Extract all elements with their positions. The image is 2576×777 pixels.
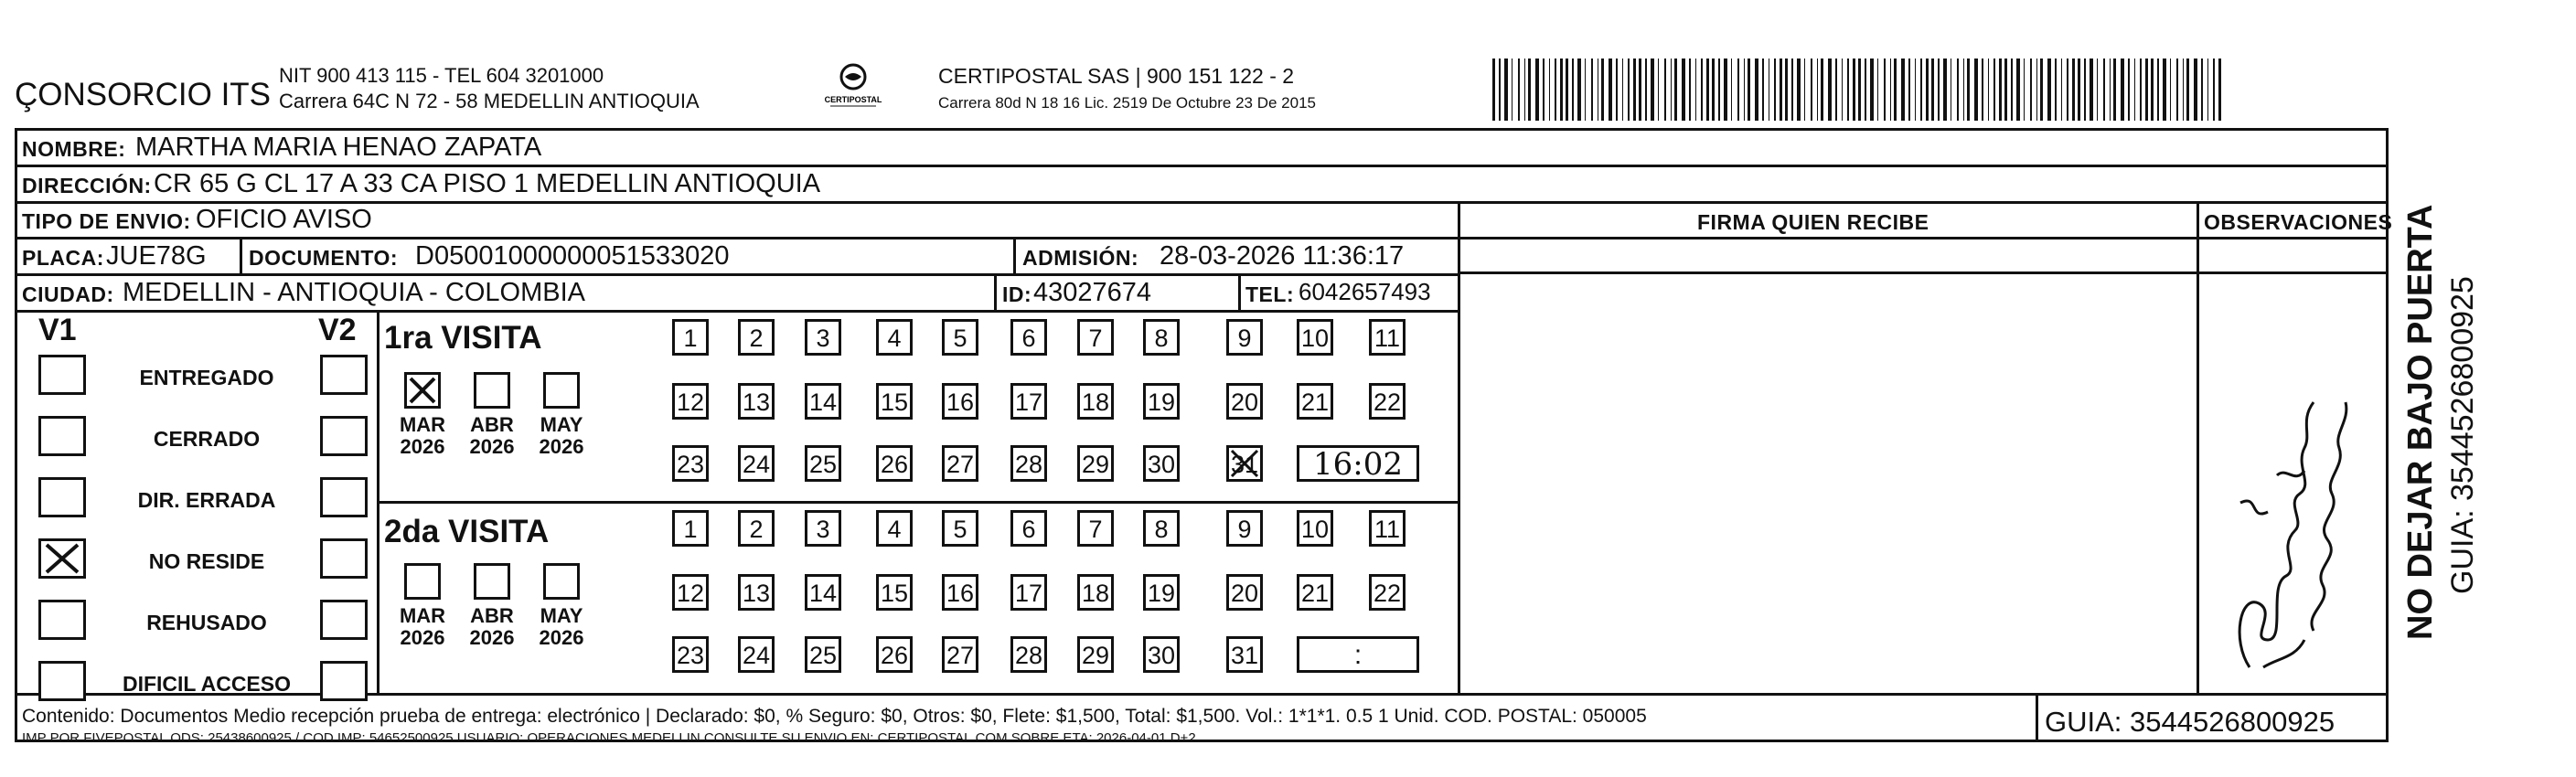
visit2-day-cell[interactable]: 24: [738, 636, 775, 673]
visit1-year-label: 2026: [400, 435, 445, 459]
visit1-day-cell[interactable]: 29: [1077, 445, 1114, 482]
visit1-month-label: MAR: [399, 413, 446, 436]
visit2-day-cell[interactable]: 1: [672, 510, 709, 547]
visit1-day-cell[interactable]: 19: [1143, 383, 1180, 420]
status-label: NO RESIDE: [148, 549, 265, 573]
visit2-day-cell[interactable]: 28: [1010, 636, 1047, 673]
visit2-month-label: ABR: [470, 604, 514, 627]
status-label: CERRADO: [153, 427, 261, 451]
id-label: ID:: [1002, 282, 1032, 306]
visit1-day-cell[interactable]: 7: [1077, 319, 1114, 356]
visit1-day-cell[interactable]: 25: [805, 445, 841, 482]
firma-label: FIRMA QUIEN RECIBE: [1697, 210, 1929, 234]
v2-checkbox[interactable]: [320, 355, 368, 395]
visit2-day-cell[interactable]: 29: [1077, 636, 1114, 673]
visit1-day-cell[interactable]: 10: [1297, 319, 1333, 356]
nombre-value: MARTHA MARIA HENAO ZAPATA: [135, 133, 542, 162]
visit1-day-cell[interactable]: 12: [672, 383, 709, 420]
visit1-day-cell[interactable]: 23: [672, 445, 709, 482]
visit1-month-label: ABR: [470, 413, 514, 436]
visit2-day-cell[interactable]: 6: [1010, 510, 1047, 547]
visit2-day-cell[interactable]: 22: [1369, 574, 1406, 611]
visit1-month-checkbox[interactable]: [404, 372, 441, 409]
visit2-day-cell[interactable]: 14: [805, 574, 841, 611]
visit1-time-field[interactable]: 16:02: [1297, 445, 1419, 482]
tel-label: TEL:: [1245, 282, 1295, 306]
visit1-year-label: 2026: [539, 435, 584, 459]
tel-value: 6042657493: [1299, 278, 1431, 305]
visit2-year-label: 2026: [400, 626, 445, 650]
visit1-day-cell[interactable]: 17: [1010, 383, 1047, 420]
visit1-month-caption: [390, 414, 454, 458]
direccion-value: CR 65 G CL 17 A 33 CA PISO 1 MEDELLIN ANTIOQUIA: [154, 169, 821, 198]
tipo-envio-label: TIPO DE ENVIO:: [22, 209, 191, 233]
visit2-day-cell[interactable]: 25: [805, 636, 841, 673]
visit2-month-caption: [460, 605, 524, 649]
visit2-month-checkbox[interactable]: [404, 563, 441, 600]
documento-value: D05001000000051533020: [415, 241, 730, 271]
visit2-day-cell[interactable]: 30: [1143, 636, 1180, 673]
visit2-month-checkbox[interactable]: [543, 563, 580, 600]
visit2-day-cell[interactable]: 11: [1369, 510, 1406, 547]
status-label: DIFICIL ACCESO: [122, 672, 291, 696]
visit2-month-label: MAY: [540, 604, 583, 627]
direccion-label: DIRECCIÓN:: [22, 174, 152, 197]
visit1-day-cell[interactable]: 1: [672, 319, 709, 356]
logo-text: CERTIPOSTAL: [824, 95, 882, 104]
visit1-day-cell[interactable]: 11: [1369, 319, 1406, 356]
placa-value: JUE78G: [106, 241, 207, 271]
visit2-day-cell[interactable]: 9: [1226, 510, 1263, 547]
visit2-day-cell[interactable]: 26: [876, 636, 913, 673]
observation-handwriting: [2213, 366, 2368, 686]
visit2-day-cell[interactable]: 7: [1077, 510, 1114, 547]
admision-value: 28-03-2026 11:36:17: [1160, 241, 1405, 271]
tipo-envio-value: OFICIO AVISO: [196, 205, 372, 234]
visit1-day-cell[interactable]: 22: [1369, 383, 1406, 420]
visit1-day-cell[interactable]: 20: [1226, 383, 1263, 420]
ciudad-value: MEDELLIN - ANTIOQUIA - COLOMBIA: [123, 278, 585, 307]
visit1-day-cell[interactable]: 24: [738, 445, 775, 482]
status-label: REHUSADO: [146, 611, 267, 634]
company-address: Carrera 64C N 72 - 58 MEDELLIN ANTIOQUIA: [279, 90, 700, 112]
visit2-day-cell[interactable]: 2: [738, 510, 775, 547]
v2-checkbox[interactable]: [320, 477, 368, 517]
documento-label: DOCUMENTO:: [249, 246, 399, 270]
company-nit: NIT 900 413 115 - TEL 604 3201000: [279, 64, 604, 87]
footer-guia: GUIA: 3544526800925: [2045, 706, 2336, 738]
ciudad-label: CIUDAD:: [22, 282, 114, 306]
visit2-month-caption: [390, 605, 454, 649]
visit2-time-field[interactable]: :: [1297, 636, 1419, 673]
visit2-day-cell[interactable]: 19: [1143, 574, 1180, 611]
visit2-day-cell[interactable]: 5: [942, 510, 978, 547]
visit1-day-cell[interactable]: 27: [942, 445, 978, 482]
footer-imp: IMP POR FIVEPOSTAL ODS: 25438600925 / COD.IMP: 54652500925 USUARIO: OPERACIONES MEDELLIN CONSULTE SU ENVIO EN: CERTIPOSTAL.COM SOBRE ETA: 2026-04-01 D+2: [22, 730, 1196, 746]
footer-contenido: Contenido: Documentos Medio recepción prueba de entrega: electrónico | Declarado: $0, % Seguro: $0, Otros: $0, Flete: $1,500, Total: $1,500. Vol.: 1*1*1. 0.5 1 Unid. COD. POSTAL: 050005: [22, 706, 1647, 727]
v2-checkbox[interactable]: [320, 416, 368, 456]
visit2-day-cell[interactable]: 27: [942, 636, 978, 673]
visit2-day-cell[interactable]: 20: [1226, 574, 1263, 611]
visit1-day-cell[interactable]: 14: [805, 383, 841, 420]
visit2-day-cell[interactable]: 13: [738, 574, 775, 611]
visit1-day-cell[interactable]: 15: [876, 383, 913, 420]
id-value: 43027674: [1033, 278, 1152, 307]
visit1-month-checkbox[interactable]: [543, 372, 580, 409]
v2-checkbox[interactable]: [320, 661, 368, 701]
visit2-day-cell[interactable]: 23: [672, 636, 709, 673]
visit1-day-cell[interactable]: 18: [1077, 383, 1114, 420]
visit1-day-cell[interactable]: 6: [1010, 319, 1047, 356]
v1-checkbox[interactable]: [38, 355, 86, 395]
v1-checkbox[interactable]: [38, 661, 86, 701]
visit1-day-cell[interactable]: 26: [876, 445, 913, 482]
visit2-day-cell[interactable]: 3: [805, 510, 841, 547]
visit1-day-cell[interactable]: 9: [1226, 319, 1263, 356]
visit2-year-label: 2026: [469, 626, 515, 650]
visit2-day-cell[interactable]: 10: [1297, 510, 1333, 547]
v2-label: V2: [318, 313, 357, 347]
v2-checkbox[interactable]: [320, 538, 368, 579]
visit1-day-cell[interactable]: 4: [876, 319, 913, 356]
nombre-label: NOMBRE:: [22, 137, 126, 161]
visit2-day-cell[interactable]: 8: [1143, 510, 1180, 547]
placa-label: PLACA:: [22, 246, 104, 270]
visit2-day-cell[interactable]: 4: [876, 510, 913, 547]
visit2-month-caption: [529, 605, 593, 649]
certipostal-address: Carrera 80d N 18 16 Lic. 2519 De Octubre 23 De 2015: [938, 94, 1316, 112]
visit2-month-label: MAR: [399, 604, 446, 627]
visit2-day-cell[interactable]: 31: [1226, 636, 1263, 673]
visit1-day-cell[interactable]: 2: [738, 319, 775, 356]
v1-checkbox[interactable]: [38, 416, 86, 456]
visit2-year-label: 2026: [539, 626, 584, 650]
signature-area: [1463, 274, 2193, 691]
visit1-day-cell[interactable]: 21: [1297, 383, 1333, 420]
visit1-day-cell[interactable]: 16: [942, 383, 978, 420]
visit2-title: 2da VISITA: [384, 514, 550, 549]
status-label: ENTREGADO: [139, 366, 274, 389]
v1-label: V1: [38, 313, 77, 347]
certipostal-logo: [812, 62, 894, 110]
visit1-month-checkbox[interactable]: [474, 372, 510, 409]
visit1-year-label: 2026: [469, 435, 515, 459]
visit1-month-caption: [529, 414, 593, 458]
status-label: DIR. ERRADA: [137, 488, 276, 512]
visit1-month-label: MAY: [540, 413, 583, 436]
v2-checkbox[interactable]: [320, 600, 368, 640]
visit1-day-cell[interactable]: 30: [1143, 445, 1180, 482]
visit2-day-cell[interactable]: 18: [1077, 574, 1114, 611]
v1-checkbox[interactable]: [38, 538, 86, 579]
visit1-day-cell[interactable]: 31: [1226, 445, 1263, 482]
barcode: [1492, 59, 2224, 121]
visit1-day-cell[interactable]: 28: [1010, 445, 1047, 482]
visit2-day-cell[interactable]: 15: [876, 574, 913, 611]
visit2-day-cell[interactable]: 21: [1297, 574, 1333, 611]
admision-label: ADMISIÓN:: [1022, 246, 1139, 270]
visit2-month-checkbox[interactable]: [474, 563, 510, 600]
visit1-day-cell[interactable]: 5: [942, 319, 978, 356]
v1-checkbox[interactable]: [38, 477, 86, 517]
side-guia: GUIA: 3544526800925: [2445, 276, 2480, 594]
visit2-day-cell[interactable]: 12: [672, 574, 709, 611]
side-warning: NO DEJAR BAJO PUERTA: [2401, 204, 2440, 640]
v1-checkbox[interactable]: [38, 600, 86, 640]
visit1-day-cell[interactable]: 3: [805, 319, 841, 356]
visit1-day-cell[interactable]: 13: [738, 383, 775, 420]
visit2-day-cell[interactable]: 17: [1010, 574, 1047, 611]
company-name: ÇONSORCIO ITS: [15, 77, 272, 112]
visit2-day-cell[interactable]: 16: [942, 574, 978, 611]
visit1-day-cell[interactable]: 8: [1143, 319, 1180, 356]
certipostal-name: CERTIPOSTAL SAS | 900 151 122 - 2: [938, 64, 1295, 88]
visit1-title: 1ra VISITA: [384, 320, 542, 356]
visit1-month-caption: [460, 414, 524, 458]
observaciones-label: OBSERVACIONES: [2204, 210, 2393, 234]
